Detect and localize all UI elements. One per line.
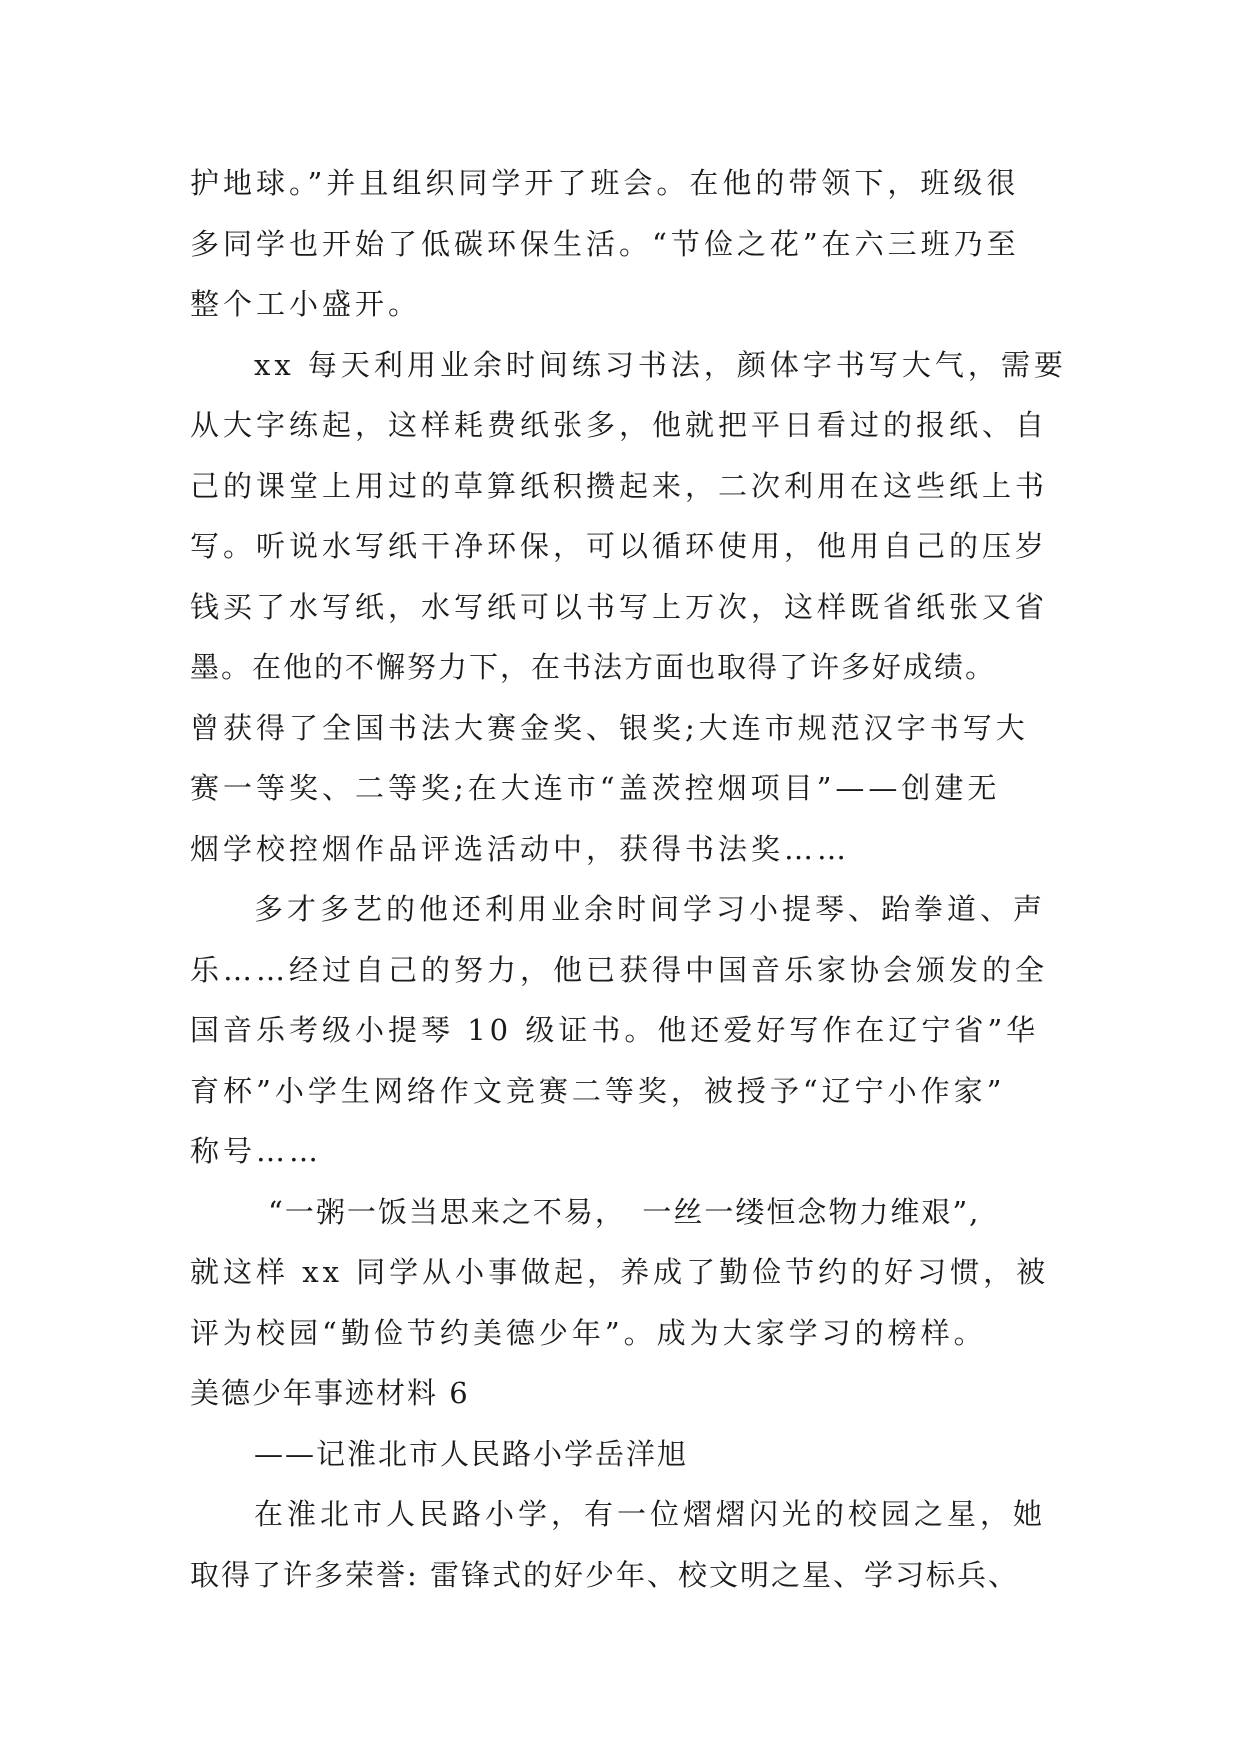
- text-line: 多同学也开始了低碳环保生活。“节俭之花”在六三班乃至: [190, 226, 1020, 261]
- text-line: 曾获得了全国书法大赛金奖、银奖;大连市规范汉字书写大: [190, 710, 1029, 745]
- text-line: 称号……: [190, 1134, 323, 1168]
- text-line: 己的课堂上用过的草算纸积攒起来，二次利用在这些纸上书: [190, 468, 1049, 503]
- text-line: 整个工小盛开。: [190, 287, 422, 321]
- text-line: 国音乐考级小提琴 10 级证书。他还爱好写作在辽宁省”华: [190, 1013, 1040, 1047]
- text-line: 写。听说水写纸干净环保，可以循环使用，他用自己的压岁: [190, 529, 1049, 563]
- document-body: [190, 153, 1070, 1605]
- text-line: 育杯”小学生网络作文竞赛二等奖，被授予“辽宁小作家”: [190, 1073, 1006, 1108]
- text-line: 护地球。”并且组织同学开了班会。在他的带领下，班级很: [190, 166, 1020, 200]
- text-line: 烟学校控烟作品评选活动中，获得书法奖……: [190, 831, 851, 866]
- text-line: 赛一等奖、二等奖;在大连市“盖茨控烟项目”——创建无: [190, 771, 1001, 805]
- text-line: 钱买了水写纸，水写纸可以书写上万次，这样既省纸张又省: [190, 589, 1049, 624]
- text-line: 在淮北市人民路小学，有一位熠熠闪光的校园之星，她: [254, 1497, 1047, 1531]
- text-line: 评为校园“勤俭节约美德少年”。成为大家学习的榜样。: [190, 1315, 987, 1350]
- text-line: 墨。在他的不懈努力下，在书法方面也取得了许多好成绩。: [190, 650, 997, 684]
- text-line: xx 每天利用业余时间练习书法，颜体字书写大气，需要: [254, 347, 1067, 382]
- text-line: 就这样 xx 同学从小事做起，养成了勤俭节约的好习惯，被: [190, 1255, 1050, 1289]
- text-line: 乐……经过自己的努力，他已获得中国音乐家协会颁发的全: [190, 952, 1049, 987]
- text-line: 多才多艺的他还利用业余时间学习小提琴、跆拳道、声: [254, 892, 1047, 926]
- section-subtitle: ——记淮北市人民路小学岳洋旭: [254, 1436, 689, 1471]
- section-heading: 美德少年事迹材料 6: [190, 1376, 470, 1410]
- text-line: “一粥一饭当思来之不易， 一丝一缕恒念物力维艰”,: [268, 1194, 981, 1229]
- text-line: 取得了许多荣誉: 雷锋式的好少年、校文明之星、学习标兵、: [190, 1557, 1019, 1592]
- text-line: 从大字练起，这样耗费纸张多，他就把平日看过的报纸、自: [190, 408, 1049, 442]
